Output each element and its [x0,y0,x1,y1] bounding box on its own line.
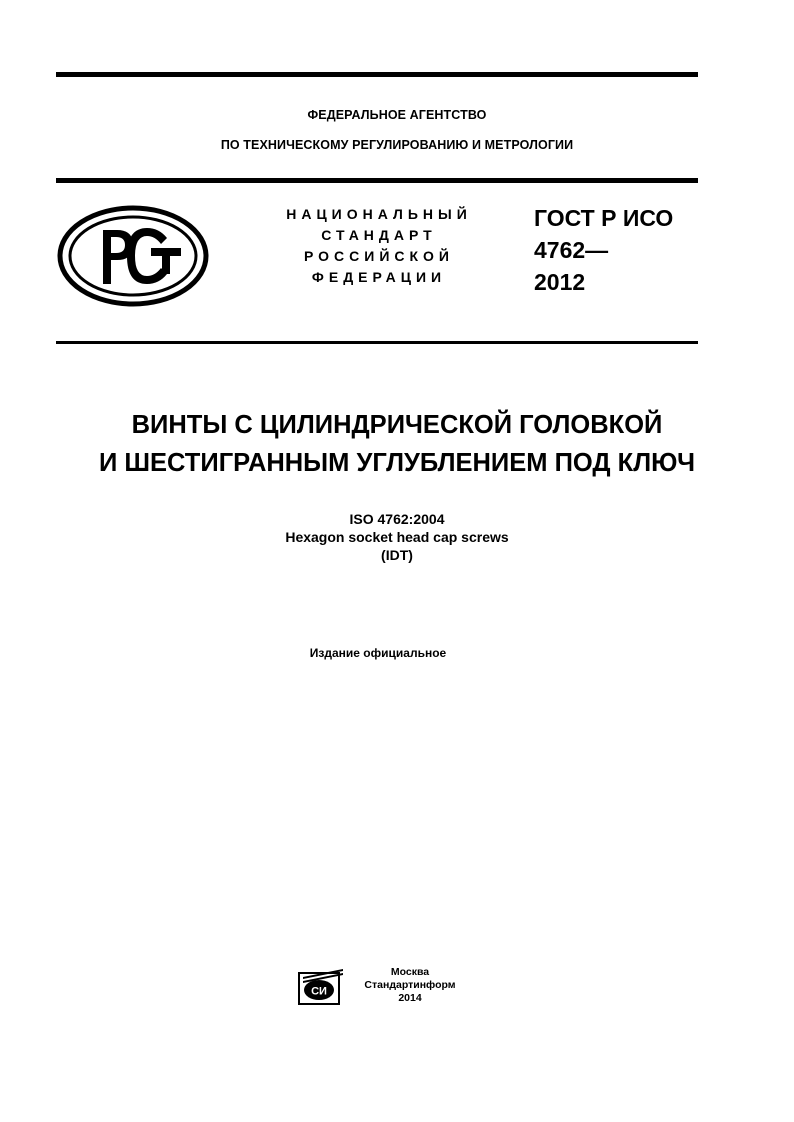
rst-logo [55,204,211,308]
standard-type [264,204,494,288]
iso-reference [0,510,794,564]
header-rule [56,178,698,183]
publisher-block [298,966,468,1008]
standard-number-line-3: 2012 [534,269,586,295]
standard-type-line-4: ФЕДЕРАЦИИ [311,269,447,285]
title-line-2: И ШЕСТИГРАННЫМ УГЛУБЛЕНИЕМ ПОД КЛЮЧ [98,449,695,477]
standartinform-logo-icon [298,968,344,1006]
standard-type-line-3: РОССИЙСКОЙ [304,248,454,264]
standard-number-line-2: 4762— [534,237,609,263]
iso-english-title: Hexagon socket head cap screws [285,529,509,545]
divider-rule [56,341,698,344]
top-rule [56,72,698,77]
iso-equivalence: (IDT) [381,547,413,563]
standard-number-line-1: ГОСТ Р ИСО [534,205,674,231]
publisher-logo-text: СИ [311,985,327,998]
agency-line-1: ФЕДЕРАЛЬНОЕ АГЕНТСТВО [307,108,487,122]
standard-type-line-1: НАЦИОНАЛЬНЫЙ [286,206,472,222]
publisher-year: 2014 [398,992,422,1004]
iso-code: ISO 4762:2004 [349,511,445,527]
publisher-text [342,966,478,1005]
rst-certification-mark-icon [55,204,211,308]
standard-type-line-2: СТАНДАРТ [321,227,437,243]
title-line-1: ВИНТЫ С ЦИЛИНДРИЧЕСКОЙ ГОЛОВКОЙ [131,411,663,439]
publisher-city: Москва [390,966,430,978]
document-title [0,406,794,482]
agency-line-2: ПО ТЕХНИЧЕСКОМУ РЕГУЛИРОВАНИЮ И МЕТРОЛОГИИ [220,138,574,152]
standard-number [534,202,704,298]
edition-label: Издание официальное [309,646,447,660]
publisher-name: Стандартинформ [364,979,456,991]
